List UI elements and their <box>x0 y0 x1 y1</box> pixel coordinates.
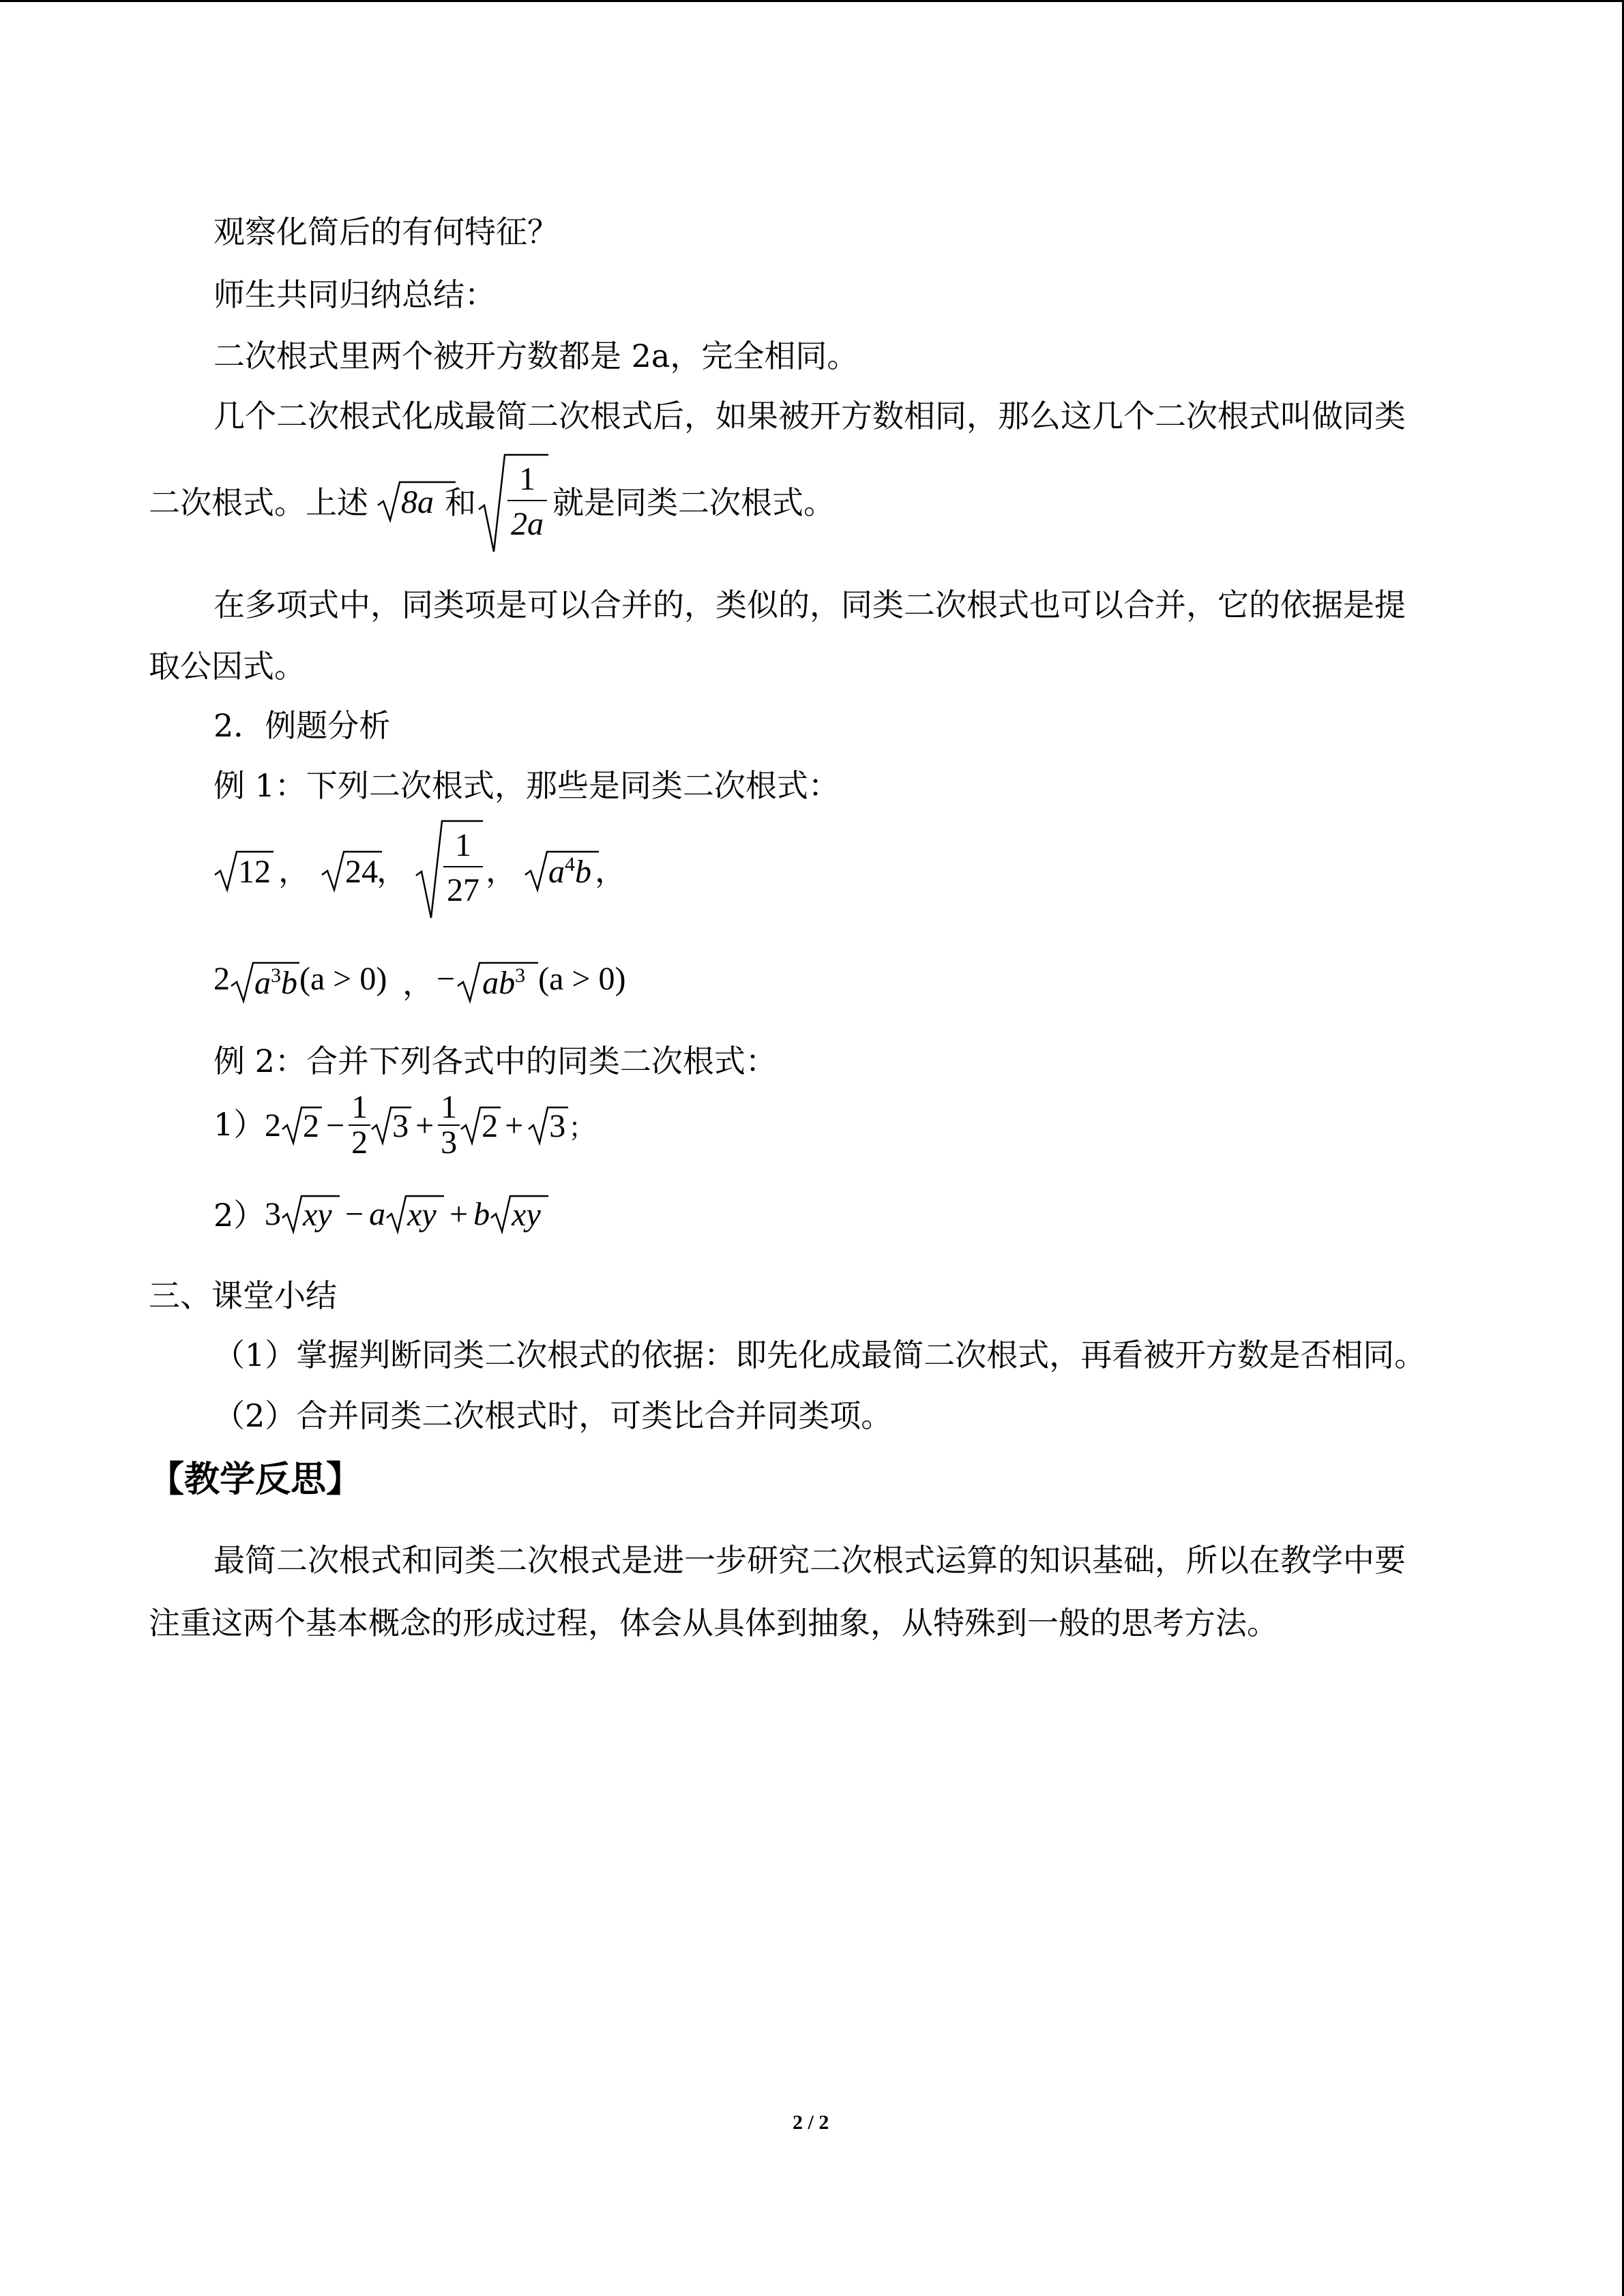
paragraph-definition-line2-start: 二次根式。上述 <box>149 484 368 521</box>
comma: ， <box>402 965 434 1002</box>
expr-neg-sqrt-ab3: − $ab^3$ (a > 0) <box>437 960 625 1004</box>
expression-2: 3 xy − a xy + b xy <box>265 1190 548 1238</box>
sqrt-12: 12 <box>213 849 274 893</box>
comma: ， <box>595 852 626 889</box>
paragraph-observe: 观察化简后的有何特征？ <box>213 213 559 250</box>
paragraph-definition-line2-end: 就是同类二次根式。 <box>552 484 835 521</box>
sqrt-24: 24 <box>321 849 382 893</box>
comma: ， <box>377 852 408 889</box>
comma: ， <box>486 852 517 889</box>
summary-point-1: （1）掌握判断同类二次根式的依据：即先化成最简二次根式，再看被开方数是否相同。 <box>213 1337 1426 1373</box>
paragraph-polynomial-line1: 在多项式中，同类项是可以合并的，类似的，同类二次根式也可以合并，它的依据是提 <box>213 586 1406 623</box>
example-1-prompt: 例 1：下列二次根式，那些是同类二次根式： <box>213 767 840 804</box>
expression-1: 2 2 − $\frac{1}{2}$ 3 + $\frac{1}{3}$ 2 + 3 ； <box>265 1088 596 1161</box>
paragraph-definition-line1: 几个二次根式化成最简二次根式后，如果被开方数相同，那么这几个二次根式叫做同类 <box>213 398 1406 434</box>
sqrt-a4b: $a^4b$ <box>524 849 599 893</box>
section-class-summary: 三、课堂小结 <box>149 1277 337 1314</box>
example-2-item-1-label: 1） <box>213 1106 265 1143</box>
comma: ， <box>278 852 310 889</box>
sqrt-8a: 8a <box>377 479 456 527</box>
reflection-line-2: 注重这两个基本概念的形成过程，体会从具体到抽象，从特殊到一般的思考方法。 <box>149 1605 1278 1641</box>
sqrt-one-over-2a: $\frac{1}{2a}$ <box>477 452 548 554</box>
paragraph-and: 和 <box>445 484 476 521</box>
example-2-item-2-label: 2） <box>213 1197 265 1234</box>
reflection-heading: 【教学反思】 <box>149 1459 362 1500</box>
paragraph-polynomial-line2: 取公因式。 <box>149 648 306 685</box>
section-example-analysis: 2．例题分析 <box>213 707 391 744</box>
example-2-prompt: 例 2：合并下列各式中的同类二次根式： <box>213 1043 777 1079</box>
page-number: 2 / 2 <box>793 2111 829 2134</box>
paragraph-same-radicand: 二次根式里两个被开方数都是 2a，完全相同。 <box>213 338 859 374</box>
summary-point-2: （2）合并同类二次根式时，可类比合并同类项。 <box>213 1397 893 1434</box>
expr-2sqrt-a3b: 2 $a^3b$ (a > 0) <box>213 960 387 1004</box>
paragraph-summary-intro: 师生共同归纳总结： <box>213 276 496 313</box>
page-border-top <box>0 0 1624 2</box>
reflection-line-1: 最简二次根式和同类二次根式是进一步研究二次根式运算的知识基础，所以在教学中要 <box>213 1542 1406 1579</box>
sqrt-one-over-27: $\frac{1}{27}$ <box>415 818 483 921</box>
